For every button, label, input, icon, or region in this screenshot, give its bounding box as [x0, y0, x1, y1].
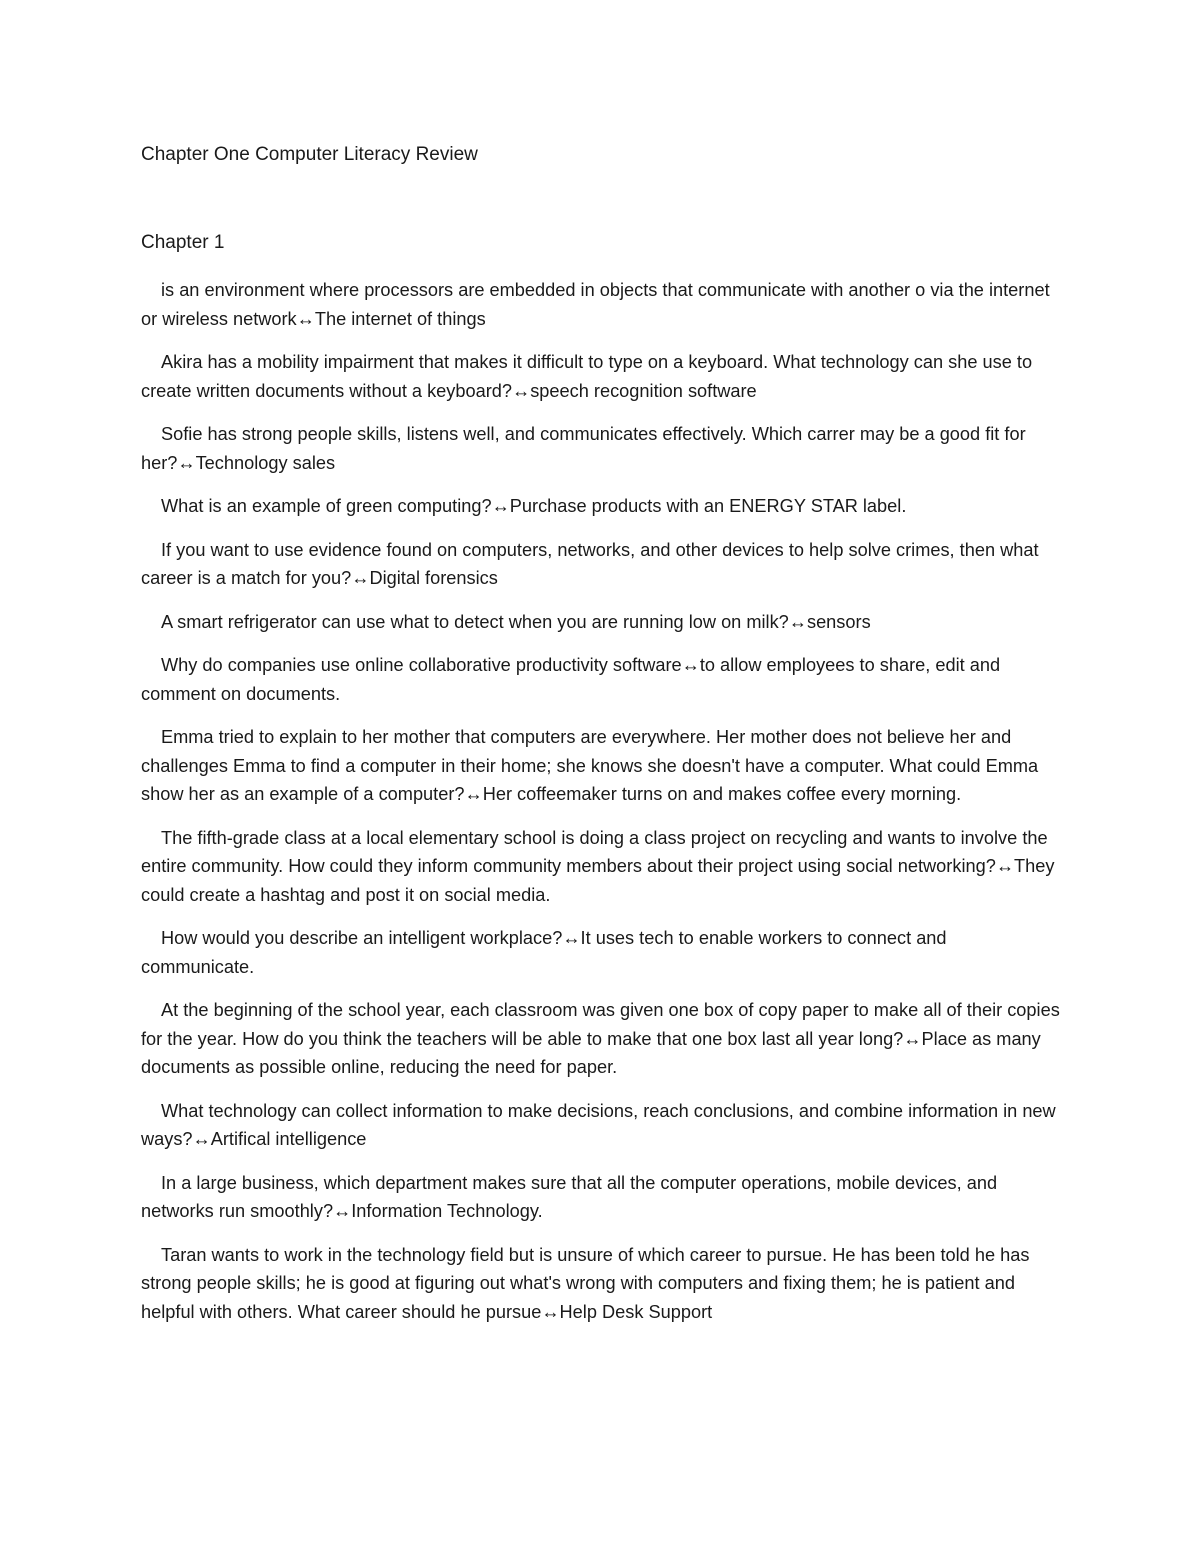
qa-item: Taran wants to work in the technology field but is unsure of which career to pursue. He has been told he has strong people skills; he is good at figuring out what's wrong with computers and fixing them; he is patient and helpful with others. What career should he pursue↔Help Desk Support — [141, 1244, 1030, 1322]
chapter-heading: Chapter 1 — [141, 232, 225, 253]
qa-item: A smart refrigerator can use what to detect when you are running low on milk?↔sensors — [161, 611, 871, 632]
qa-item: is an environment where processors are embedded in objects that communicate with another o via the internet or wireless network↔The internet of things — [141, 280, 1050, 329]
qa-item: In a large business, which department makes sure that all the computer operations, mobile devices, and networks run smoothly?↔Information Technology. — [141, 1172, 998, 1221]
qa-item: Sofie has strong people skills, listens well, and communicates effectively. Which carrer may be a good fit for her?↔Technology sales — [141, 424, 1026, 473]
qa-item: Emma tried to explain to her mother that computers are everywhere. Her mother does not believe her and challenges Emma to find a computer in their home; she knows she doesn't have a computer. What could Emma show her as an example of a computer?↔Her coffeemaker turns on and makes coffee every morning. — [141, 727, 1039, 804]
qa-item: What technology can collect information to make decisions, reach conclusions, and combine information in new ways?↔Artifical intelligence — [141, 1100, 1056, 1149]
qa-item: Why do companies use online collaborative productivity software↔to allow employees to share, edit and comment on documents. — [141, 655, 1001, 704]
qa-item: Akira has a mobility impairment that makes it difficult to type on a keyboard. What technology can she use to create written documents without a keyboard?↔speech recognition software — [141, 352, 1033, 401]
qa-item: How would you describe an intelligent workplace?↔It uses tech to enable workers to connect and communicate. — [141, 928, 947, 977]
qa-item: What is an example of green computing?↔Purchase products with an ENERGY STAR label. — [161, 496, 907, 516]
qa-item: The fifth-grade class at a local elementary school is doing a class project on recycling and wants to involve the entire community. How could they inform community members about their project using social networking?↔They could create a hashtag and post it on social media. — [141, 827, 1055, 905]
qa-item: If you want to use evidence found on computers, networks, and other devices to help solve crimes, then what career is a match for you?↔Digital forensics — [141, 539, 1039, 588]
document-title: Chapter One Computer Literacy Review — [141, 144, 478, 165]
qa-item: At the beginning of the school year, each classroom was given one box of copy paper to make all of their copies for the year. How do you think the teachers will be able to make that one box last all year long?↔Place as many documents as possible online, reducing the need for paper. — [141, 1000, 1060, 1077]
qa-list — [141, 276, 1061, 1341]
